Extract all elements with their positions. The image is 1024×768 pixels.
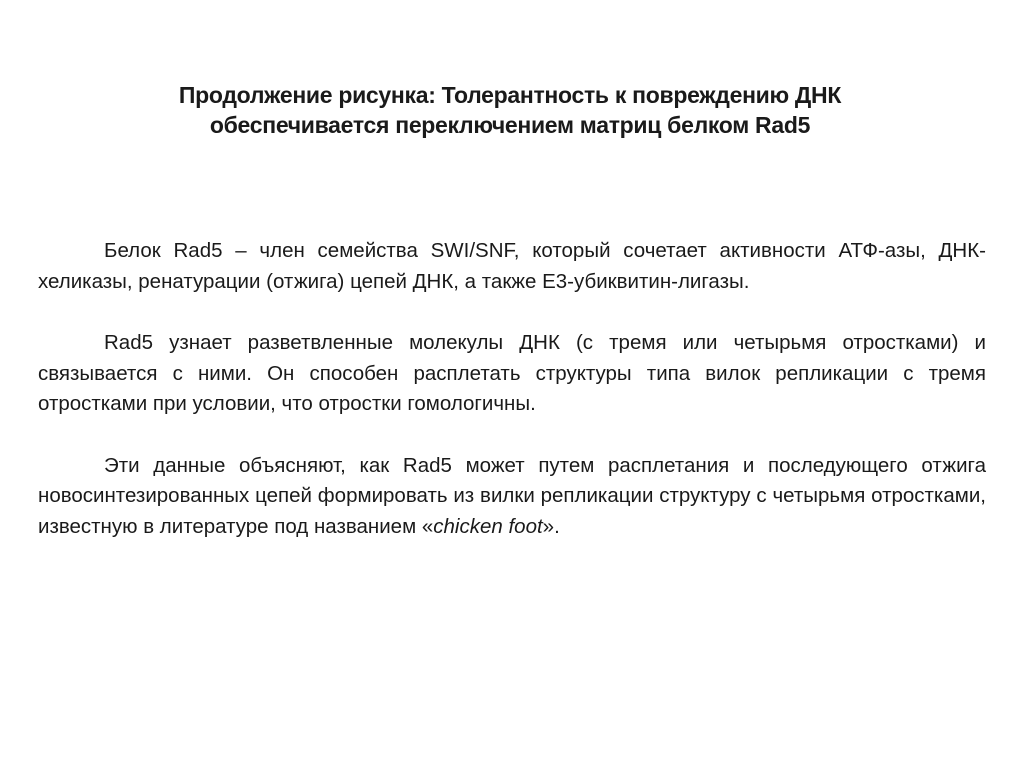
chicken-foot-term: chicken foot [433, 514, 543, 538]
slide-title-line-1: Продолжение рисунка: Толерантность к повреждению ДНК [178, 82, 842, 108]
slide-title [120, 80, 900, 140]
paragraph-rad5-binding: Rad5 узнает разветвленные молекулы ДНК (с тремя или четырьмя отростками) и связывается с ними. Он способен расплетать структуры типа вилок репликации с тремя отростками при условии, что отростки гомологичны. [38, 331, 986, 415]
slide-body [38, 236, 986, 542]
paragraph-chicken-foot-text: Эти данные объясняют, как Rad5 может путем расплетания и последующего отжига новосинтезированных цепей формировать из вилки репликации структуру с четырьмя отростками, известную в литературе под названием « [38, 453, 986, 538]
paragraph-chicken-foot [38, 451, 986, 543]
paragraph-chicken-foot-end: ». [542, 514, 560, 538]
paragraph-rad5-family: Белок Rad5 – член семейства SWI/SNF, который сочетает активности АТФ-азы, ДНК-хеликазы, ренатурации (отжига) цепей ДНК, а также Е3-убиквитин-лигазы. [38, 239, 986, 293]
slide-title-line-2: обеспечивается переключением матриц белком Rad5 [209, 112, 811, 138]
